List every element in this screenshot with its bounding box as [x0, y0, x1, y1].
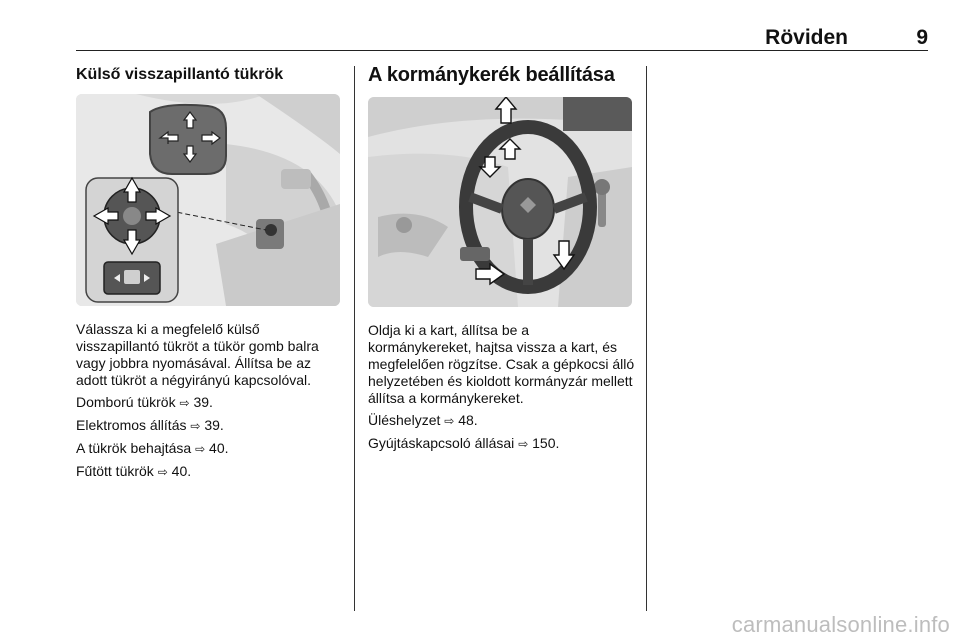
reference-text: Elektromos állítás	[76, 417, 187, 433]
reference-arrow-icon: ⇨	[179, 396, 190, 410]
column-divider-2	[646, 66, 647, 611]
reference-page: 40.	[171, 463, 192, 479]
reference-page: 150.	[532, 435, 560, 451]
reference-link[interactable]	[368, 412, 636, 430]
mirror-switch-illustration	[76, 94, 340, 306]
mirror-section	[76, 64, 344, 481]
reference-link[interactable]	[368, 435, 636, 453]
reference-arrow-icon: ⇨	[157, 465, 168, 479]
reference-arrow-icon: ⇨	[195, 442, 206, 456]
reference-link[interactable]	[76, 417, 344, 435]
section-title: Röviden	[765, 26, 848, 49]
reference-page: 39.	[193, 394, 213, 410]
mirror-section-title: Külső visszapillantó tükrök	[76, 66, 284, 83]
reference-page: 40.	[209, 440, 229, 456]
reference-page: 39.	[204, 417, 224, 433]
steering-adjust-illustration	[368, 97, 632, 307]
steering-wheel-illustration	[368, 97, 632, 307]
reference-arrow-icon: ⇨	[518, 437, 529, 451]
reference-text: Fűtött tükrök	[76, 463, 154, 479]
reference-page: 48.	[458, 412, 478, 428]
reference-text: Gyújtáskapcsoló állásai	[368, 435, 515, 451]
mirror-instructions: Válassza ki a megfelelő külső visszapillantó tükröt a tükör gomb balra vagy jobbra nyomásával. Állítsa be az adott tükröt a négyirányú kapcsolóval.	[76, 321, 319, 388]
steering-section	[368, 64, 636, 453]
reference-link[interactable]	[76, 463, 344, 481]
reference-arrow-icon: ⇨	[444, 414, 455, 428]
mirror-control-illustration	[76, 94, 340, 306]
reference-text: Domború tükrök	[76, 394, 176, 410]
page-number: 9	[916, 26, 928, 49]
reference-text: A tükrök behajtása	[76, 440, 192, 456]
steering-instructions: Oldja ki a kart, állítsa be a kormánykereket, hajtsa vissza a kart, és megfelelően rögzítse. Csak a gépkocsi álló helyzetében és kioldott kormányzár mellett állítsa a kormánykereket.	[368, 322, 635, 406]
reference-text: Üléshelyzet	[368, 412, 441, 428]
header-divider	[76, 50, 928, 51]
reference-link[interactable]	[76, 394, 344, 412]
column-divider-1	[354, 66, 355, 611]
reference-arrow-icon: ⇨	[190, 419, 201, 433]
watermark: carmanualsonline.info	[731, 612, 950, 637]
reference-link[interactable]	[76, 440, 344, 458]
steering-section-title: A kormánykerék beállítása	[368, 64, 615, 86]
